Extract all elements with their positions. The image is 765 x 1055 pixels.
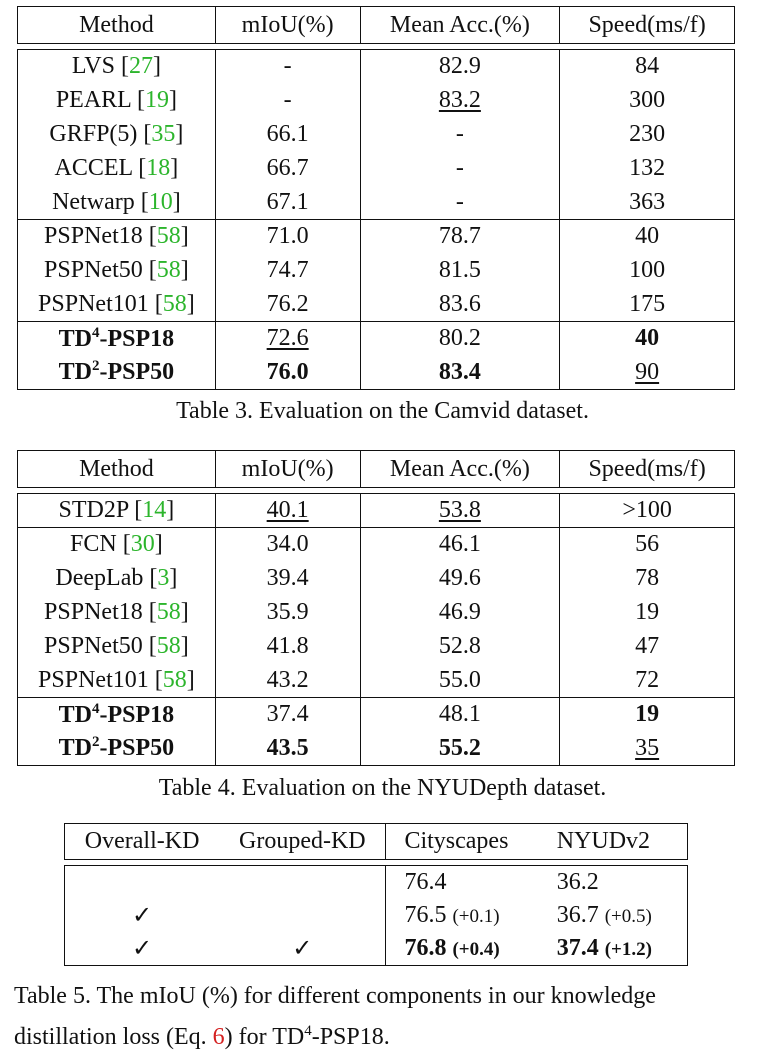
header-method: Method bbox=[18, 7, 216, 44]
acc-cell: 78.7 bbox=[360, 220, 560, 254]
nyudv2-cell: 37.4 (+1.2) bbox=[539, 932, 688, 966]
miou-cell: 66.1 bbox=[215, 118, 360, 152]
nyudv2-cell: 36.7 (+0.5) bbox=[539, 899, 688, 932]
method-cell: STD2P [14] bbox=[18, 494, 216, 528]
table-row bbox=[18, 84, 735, 118]
grouped-kd-cell bbox=[219, 866, 386, 899]
equation-link[interactable]: 6 bbox=[212, 1024, 225, 1050]
acc-cell: 52.8 bbox=[360, 630, 560, 664]
method-cell: DeepLab [3] bbox=[18, 562, 216, 596]
table-row bbox=[18, 732, 735, 766]
cityscapes-cell: 76.5 (+0.1) bbox=[386, 899, 539, 932]
acc-cell: 46.9 bbox=[360, 596, 560, 630]
miou-cell: 34.0 bbox=[215, 528, 360, 562]
citation-link[interactable]: 30 bbox=[130, 531, 155, 558]
table-4-caption: Table 4. Evaluation on the NYUDepth dataset. bbox=[158, 775, 607, 801]
miou-cell: 37.4 bbox=[215, 698, 360, 732]
speed-cell: 300 bbox=[560, 84, 735, 118]
table-row bbox=[65, 932, 688, 966]
table-row bbox=[18, 118, 735, 152]
citation-link[interactable]: 58 bbox=[156, 599, 181, 625]
acc-cell: 81.5 bbox=[360, 254, 560, 288]
method-cell: GRFP(5) [35] bbox=[18, 118, 216, 152]
speed-cell: 90 bbox=[560, 356, 735, 390]
acc-cell: 83.6 bbox=[360, 288, 560, 322]
header-overall-kd: Overall-KD bbox=[65, 824, 220, 860]
table-row bbox=[18, 494, 735, 528]
table-row bbox=[18, 664, 735, 698]
nyudv2-cell: 36.2 bbox=[539, 866, 688, 899]
table-header-row bbox=[65, 824, 688, 860]
overall-kd-cell: ✓ bbox=[65, 899, 220, 932]
table-4 bbox=[17, 450, 735, 766]
citation-link[interactable]: 18 bbox=[146, 155, 171, 181]
table-row bbox=[18, 322, 735, 356]
grouped-kd-cell: ✓ bbox=[219, 932, 386, 966]
speed-cell: 72 bbox=[560, 664, 735, 698]
table-3 bbox=[17, 6, 735, 390]
speed-cell: 19 bbox=[560, 698, 735, 732]
table-row bbox=[18, 152, 735, 186]
method-cell: Netwarp [10] bbox=[18, 186, 216, 220]
citation-link[interactable]: 58 bbox=[162, 666, 187, 693]
miou-cell: 71.0 bbox=[215, 220, 360, 254]
speed-cell: >100 bbox=[560, 494, 735, 528]
miou-cell: 74.7 bbox=[215, 254, 360, 288]
acc-cell: 53.8 bbox=[360, 494, 560, 528]
header-grouped-kd: Grouped-KD bbox=[219, 824, 386, 860]
header-miou: mIoU(%) bbox=[215, 451, 360, 488]
speed-cell: 19 bbox=[560, 596, 735, 630]
miou-cell: 43.5 bbox=[215, 732, 360, 766]
miou-cell: 76.0 bbox=[215, 356, 360, 390]
acc-cell: 55.2 bbox=[360, 732, 560, 766]
table-5 bbox=[64, 823, 688, 966]
method-cell: FCN [30] bbox=[18, 528, 216, 562]
method-cell: $TD^4-PSP18$ bbox=[18, 322, 216, 356]
miou-cell: 43.2 bbox=[215, 664, 360, 698]
acc-cell: 55.0 bbox=[360, 664, 560, 698]
table-row bbox=[18, 596, 735, 630]
method-cell: ACCEL [18] bbox=[18, 152, 216, 186]
citation-link[interactable]: 58 bbox=[156, 633, 181, 659]
table-row bbox=[18, 630, 735, 664]
acc-cell: - bbox=[360, 186, 560, 220]
overall-kd-cell bbox=[65, 866, 220, 899]
header-mean-acc: Mean Acc.(%) bbox=[360, 451, 560, 488]
table-row bbox=[65, 899, 688, 932]
speed-cell: 84 bbox=[560, 50, 735, 84]
speed-cell: 40 bbox=[560, 220, 735, 254]
miou-cell: 67.1 bbox=[215, 186, 360, 220]
acc-cell: 46.1 bbox=[360, 528, 560, 562]
method-cell: PSPNet50 [58] bbox=[18, 630, 216, 664]
method-cell: PSPNet50 [58] bbox=[18, 254, 216, 288]
cityscapes-cell: 76.8 (+0.4) bbox=[386, 932, 539, 966]
caption-line-2: distillation loss (Eq. 6) for $TD^4-PSP18$. bbox=[14, 1023, 390, 1050]
acc-cell: 82.9 bbox=[360, 50, 560, 84]
method-cell: PSPNet101 [58] bbox=[18, 288, 216, 322]
method-cell: PEARL [19] bbox=[18, 84, 216, 118]
miou-cell: 41.8 bbox=[215, 630, 360, 664]
citation-link[interactable]: 10 bbox=[148, 188, 173, 215]
method-cell: $TD^4-PSP18$ bbox=[18, 698, 216, 732]
citation-link[interactable]: 58 bbox=[156, 223, 181, 250]
table-header-row bbox=[18, 451, 735, 488]
acc-cell: 49.6 bbox=[360, 562, 560, 596]
grouped-kd-cell bbox=[219, 899, 386, 932]
header-cityscapes: Cityscapes bbox=[386, 824, 539, 860]
acc-cell: 48.1 bbox=[360, 698, 560, 732]
speed-cell: 47 bbox=[560, 630, 735, 664]
method-cell: PSPNet18 [58] bbox=[18, 596, 216, 630]
table-row bbox=[18, 356, 735, 390]
method-cell: PSPNet101 [58] bbox=[18, 664, 216, 698]
speed-cell: 78 bbox=[560, 562, 735, 596]
table-row bbox=[18, 528, 735, 562]
table-row bbox=[18, 220, 735, 254]
header-nyudv2: NYUDv2 bbox=[539, 824, 688, 860]
citation-link[interactable]: 19 bbox=[144, 87, 169, 113]
miou-cell: 39.4 bbox=[215, 562, 360, 596]
citation-link[interactable]: 3 bbox=[157, 565, 170, 591]
miou-cell: 76.2 bbox=[215, 288, 360, 322]
header-mean-acc: Mean Acc.(%) bbox=[360, 7, 560, 44]
table-3-caption: Table 3. Evaluation on the Camvid dataset. bbox=[176, 398, 589, 424]
acc-cell: - bbox=[360, 152, 560, 186]
header-miou: mIoU(%) bbox=[215, 7, 360, 44]
table-row bbox=[18, 50, 735, 84]
speed-cell: 100 bbox=[560, 254, 735, 288]
table-row bbox=[65, 866, 688, 899]
speed-cell: 175 bbox=[560, 288, 735, 322]
speed-cell: 132 bbox=[560, 152, 735, 186]
miou-cell: 35.9 bbox=[215, 596, 360, 630]
table-5-caption bbox=[14, 979, 759, 1055]
table-row bbox=[18, 254, 735, 288]
table-row bbox=[18, 698, 735, 732]
header-method: Method bbox=[18, 451, 216, 488]
miou-cell: 72.6 bbox=[215, 322, 360, 356]
table-row bbox=[18, 288, 735, 322]
speed-cell: 35 bbox=[560, 732, 735, 766]
citation-link[interactable]: 35 bbox=[151, 121, 176, 147]
method-cell: LVS [27] bbox=[18, 50, 216, 84]
citation-link[interactable]: 14 bbox=[142, 497, 167, 523]
header-speed: Speed(ms/f) bbox=[560, 451, 735, 488]
citation-link[interactable]: 27 bbox=[128, 53, 153, 80]
speed-cell: 56 bbox=[560, 528, 735, 562]
citation-link[interactable]: 58 bbox=[156, 257, 181, 283]
overall-kd-cell: ✓ bbox=[65, 932, 220, 966]
acc-cell: 80.2 bbox=[360, 322, 560, 356]
miou-cell: - bbox=[215, 50, 360, 84]
speed-cell: 363 bbox=[560, 186, 735, 220]
table-row bbox=[18, 186, 735, 220]
table-row bbox=[18, 562, 735, 596]
acc-cell: 83.2 bbox=[360, 84, 560, 118]
speed-cell: 230 bbox=[560, 118, 735, 152]
header-speed: Speed(ms/f) bbox=[560, 7, 735, 44]
caption-line-1: Table 5. The mIoU (%) for different components in our knowledge bbox=[14, 983, 656, 1009]
acc-cell: - bbox=[360, 118, 560, 152]
miou-cell: - bbox=[215, 84, 360, 118]
method-cell: $TD^2-PSP50$ bbox=[18, 732, 216, 766]
citation-link[interactable]: 58 bbox=[162, 290, 187, 317]
acc-cell: 83.4 bbox=[360, 356, 560, 390]
method-cell: $TD^2-PSP50$ bbox=[18, 356, 216, 390]
speed-cell: 40 bbox=[560, 322, 735, 356]
miou-cell: 40.1 bbox=[215, 494, 360, 528]
miou-cell: 66.7 bbox=[215, 152, 360, 186]
method-cell: PSPNet18 [58] bbox=[18, 220, 216, 254]
table-header-row bbox=[18, 7, 735, 44]
cityscapes-cell: 76.4 bbox=[386, 866, 539, 899]
